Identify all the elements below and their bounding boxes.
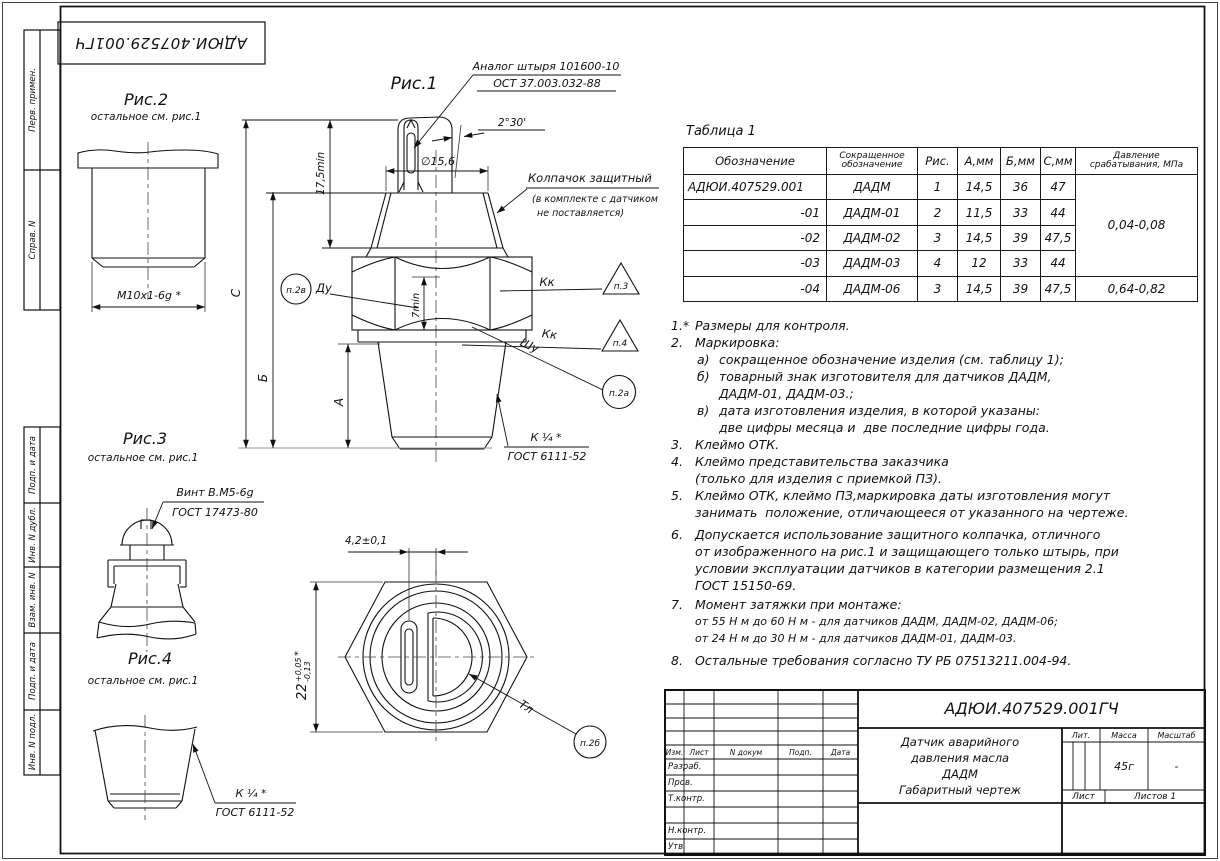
note-line xyxy=(671,652,1203,669)
cell-a: 14,5 xyxy=(958,175,1001,200)
note-text: от изображенного на рис.1 и защищающего только штырь, при xyxy=(695,544,1119,559)
note-line xyxy=(671,334,1203,351)
cell-designation: -01 xyxy=(684,200,827,225)
cell-fig: 3 xyxy=(918,225,958,250)
fig3-gost-label: ГОСТ 17473-80 xyxy=(172,506,258,519)
note-line xyxy=(671,470,1203,487)
cell-short: ДАДМ-06 xyxy=(827,276,918,301)
fig1-p2a-ref: п.2а xyxy=(609,389,629,399)
note-text: Клеймо ОТК, клеймо ПЗ,маркировка даты изготовления могут xyxy=(695,488,1111,503)
mass-header: Масса xyxy=(1111,730,1137,740)
note-text: сокращенное обозначение изделия (см. таблицу 1); xyxy=(719,352,1064,367)
fig1-shu-label: Шу xyxy=(518,335,542,356)
note-number: 7. xyxy=(671,597,683,612)
note-line xyxy=(671,543,1203,560)
cell-short: ДАДМ xyxy=(827,175,918,200)
note-number: 8. xyxy=(671,653,683,668)
dim22-tol-plus: +0,05 xyxy=(294,657,303,682)
fig1-analog-line2: ОСТ 37.003.032-88 xyxy=(493,77,601,90)
note-text: условии эксплуатации датчиков в категории размещения 2.1 xyxy=(695,561,1105,576)
note-line xyxy=(671,596,1203,613)
col-podp: Подп. xyxy=(789,747,812,757)
bottom-tl-label: Тл xyxy=(516,696,537,717)
col-header-pressure-line2: срабатывания, МПа xyxy=(1089,160,1184,170)
cell-c: 44 xyxy=(1041,200,1076,225)
cell-pressure: 0,64-0,82 xyxy=(1076,276,1198,301)
fig1-cap-label-2: (в комплекте с датчиком xyxy=(532,194,658,205)
note-line xyxy=(671,419,1203,436)
note-text: Клеймо ОТК. xyxy=(695,437,780,452)
fig4-title: Рис.4 xyxy=(127,649,173,668)
cell-fig: 1 xyxy=(918,175,958,200)
fig3-note: остальное см. рис.1 xyxy=(87,452,199,464)
note-line xyxy=(671,453,1203,470)
bottom-view-art xyxy=(310,548,606,758)
cell-c: 47 xyxy=(1041,175,1076,200)
part-name-line2: давления масла xyxy=(910,750,1010,765)
note-line xyxy=(671,385,1203,402)
table-row xyxy=(684,175,1198,200)
table-row xyxy=(684,276,1198,301)
col-header-pressure-line1: Давление xyxy=(1113,150,1160,161)
bottom-offset-dim: 4,2±0,1 xyxy=(344,535,388,547)
col-header-designation: Обозначение xyxy=(684,148,827,175)
note-number: 5. xyxy=(671,488,683,503)
fig1-analog-line1: Аналог штыря 101600-10 xyxy=(472,60,620,73)
margin-label-podp-data-1: Подп. и дата xyxy=(28,436,38,494)
fig1-art xyxy=(238,75,659,462)
cell-a: 14,5 xyxy=(958,225,1001,250)
sheets-label: Листов 1 xyxy=(1133,791,1177,802)
note-text: Допускается использование защитного колпачка, отличного xyxy=(695,527,1101,542)
note-number: 4. xyxy=(671,454,683,469)
fig1-dim-b: Б xyxy=(256,373,270,383)
fig4-thread-dim: К ¼ * xyxy=(235,787,267,800)
margin-label-vzam-inv: Взам. инв. N xyxy=(28,572,38,628)
fig4-gost-label: ГОСТ 6111-52 xyxy=(215,806,295,819)
cell-b: 33 xyxy=(1001,200,1041,225)
table-1 xyxy=(683,147,1198,302)
fig1-kk2-label: Кк xyxy=(541,326,559,343)
fig1-flat-height-dim: 7min xyxy=(411,292,422,318)
fig3-art xyxy=(97,502,264,652)
part-name-line3: ДАДМ xyxy=(942,766,978,781)
fig1-pin-height-dim: 17,5min xyxy=(315,151,327,195)
note-number: 6. xyxy=(671,527,683,542)
note-text: от 55 Н м до 60 Н м - для датчиков ДАДМ, ДАДМ-02, ДАДМ-06; xyxy=(695,615,1058,628)
scale-header: Масштаб xyxy=(1157,730,1196,740)
fig1-du-label: Ду xyxy=(316,281,332,295)
col-list: Лист xyxy=(689,747,709,757)
row-razrab: Разраб. xyxy=(668,762,702,772)
technical-notes xyxy=(671,317,1203,669)
cell-short: ДАДМ-02 xyxy=(827,225,918,250)
note-number: 2. xyxy=(671,335,683,350)
bottom-p2b-ref: п.2б xyxy=(579,739,601,749)
note-number: а) xyxy=(697,352,710,367)
fig1-dim-c: С xyxy=(229,288,243,298)
note-number: 3. xyxy=(671,437,683,452)
cell-short: ДАДМ-03 xyxy=(827,251,918,276)
row-tkontr: Т.контр. xyxy=(668,794,705,804)
note-text: Размеры для контроля. xyxy=(695,318,850,333)
dim22-star: * xyxy=(293,651,304,656)
note-line xyxy=(671,630,1203,647)
fig2-art xyxy=(78,142,218,312)
bottom-22-dim xyxy=(293,651,312,700)
cell-a: 14,5 xyxy=(958,276,1001,301)
dim22-tol-minus: -0,13 xyxy=(303,661,312,682)
note-text: Маркировка: xyxy=(695,335,780,350)
note-text: занимать положение, отличающееся от указанного на чертеже. xyxy=(695,505,1129,520)
note-text: ГОСТ 15150-69. xyxy=(695,578,797,593)
note-line xyxy=(671,436,1203,453)
fig1-dim-a: А xyxy=(332,397,346,407)
note-line xyxy=(671,317,1203,334)
cell-b: 36 xyxy=(1001,175,1041,200)
cell-b: 39 xyxy=(1001,225,1041,250)
margin-label-inv-podl: Инв. N подл. xyxy=(28,713,38,771)
fig1-title: Рис.1 xyxy=(390,74,438,94)
title-block-doc-number: АДЮИ.407529.001ГЧ xyxy=(944,699,1119,718)
cell-designation: АДЮИ.407529.001 xyxy=(684,175,827,200)
note-line xyxy=(671,560,1203,577)
fig1-dia-dim: ∅15,6 xyxy=(420,155,456,168)
dim22-value: 22 xyxy=(295,683,310,700)
note-line xyxy=(671,368,1203,385)
cell-a: 11,5 xyxy=(958,200,1001,225)
col-header-short-line2: обозначение xyxy=(841,160,903,170)
col-header-short xyxy=(827,148,918,175)
fig1-thread-dim: К ¼ * xyxy=(530,431,562,444)
cell-fig: 3 xyxy=(918,276,958,301)
note-line xyxy=(671,504,1203,521)
note-text: Клеймо представительства заказчика xyxy=(695,454,949,469)
cell-designation: -04 xyxy=(684,276,827,301)
row-prov: Пров. xyxy=(668,778,693,788)
fig1-cap-label-1: Колпачок защитный xyxy=(528,171,652,185)
cell-fig: 4 xyxy=(918,251,958,276)
note-text: две цифры месяца и две последние цифры года. xyxy=(719,420,1050,435)
fig1-p4-ref: п.4 xyxy=(612,339,628,349)
cell-a: 12 xyxy=(958,251,1001,276)
row-nkontr: Н.контр. xyxy=(668,826,707,836)
fig3-screw-label: Винт В.М5-6g xyxy=(176,486,254,499)
title-block-name xyxy=(860,729,1060,802)
cell-designation: -03 xyxy=(684,251,827,276)
fig1-angle-dim: 2°30' xyxy=(497,117,527,129)
cell-fig: 2 xyxy=(918,200,958,225)
fig2-labels xyxy=(91,90,201,302)
note-number: 1.* xyxy=(671,318,690,333)
row-utv: Утв. xyxy=(668,842,686,852)
fig4-note: остальное см. рис.1 xyxy=(87,675,199,687)
margin-label-perv-primen: Перв. примен. xyxy=(28,68,38,132)
note-text: ДАДМ-01, ДАДМ-03.; xyxy=(719,386,854,401)
fig3-title: Рис.3 xyxy=(122,429,168,448)
fig1-thread-gost: ГОСТ 6111-52 xyxy=(507,450,587,463)
cell-c: 47,5 xyxy=(1041,225,1076,250)
margin-label-inv-dubl: Инв. N дубл. xyxy=(28,507,38,563)
note-line xyxy=(671,577,1203,594)
part-name-line4: Габаритный чертеж xyxy=(898,782,1022,797)
cell-b: 33 xyxy=(1001,251,1041,276)
col-header-fig: Рис. xyxy=(918,148,958,175)
note-text: Остальные требования согласно ТУ РБ 07513211.004-94. xyxy=(695,653,1072,668)
note-line xyxy=(671,487,1203,504)
fig4-art xyxy=(93,715,296,820)
doc-number-stamp: АДЮИ.407529.001ГЧ xyxy=(75,34,247,52)
row-empty xyxy=(668,807,728,823)
margin-label-podp-data-2: Подп. и дата xyxy=(28,642,38,700)
fig2-note: остальное см. рис.1 xyxy=(90,111,202,123)
fig2-thread-dim: M10x1-6g * xyxy=(117,289,181,302)
cell-b: 39 xyxy=(1001,276,1041,301)
sheet-label: Лист xyxy=(1072,791,1095,802)
note-line xyxy=(671,526,1203,543)
note-text: от 24 Н м до 30 Н м - для датчиков ДАДМ-01, ДАДМ-03. xyxy=(695,632,1017,645)
col-header-a: А,мм xyxy=(958,148,1001,175)
note-number: б) xyxy=(697,369,710,384)
bottom-view-labels xyxy=(293,535,600,749)
note-line xyxy=(671,402,1203,419)
fig1-p3-ref: п.3 xyxy=(613,282,629,292)
cell-c: 44 xyxy=(1041,251,1076,276)
note-line xyxy=(671,351,1203,368)
cell-pressure-merged: 0,04-0,08 xyxy=(1076,175,1198,277)
cell-designation: -02 xyxy=(684,225,827,250)
col-header-b: Б,мм xyxy=(1001,148,1041,175)
cell-short: ДАДМ-01 xyxy=(827,200,918,225)
note-text: дата изготовления изделия, в которой указаны: xyxy=(719,403,1040,418)
note-number: в) xyxy=(697,403,710,418)
part-name-line1: Датчик аварийного xyxy=(900,734,1020,749)
note-text: (только для изделия с приемкой ПЗ). xyxy=(695,471,942,486)
col-header-c: С,мм xyxy=(1041,148,1076,175)
col-ndokum: N докум xyxy=(729,747,763,757)
note-text: товарный знак изготовителя для датчиков ДАДМ, xyxy=(719,369,1052,384)
scale-value: - xyxy=(1174,759,1179,773)
note-line xyxy=(671,613,1203,630)
cell-c: 47,5 xyxy=(1041,276,1076,301)
margin-label-sprav-n: Справ. N xyxy=(28,220,38,260)
col-header-pressure xyxy=(1076,148,1198,175)
col-izm: Изм. xyxy=(665,747,684,757)
col-header-short-line1: Сокращенное xyxy=(839,150,905,161)
fig1-kk1-label: Кк xyxy=(539,275,555,289)
lit-header: Лит. xyxy=(1071,730,1091,740)
fig2-title: Рис.2 xyxy=(123,90,169,109)
note-text: Момент затяжки при монтаже: xyxy=(695,597,902,612)
fig3-labels xyxy=(88,429,258,519)
table-caption: Таблица 1 xyxy=(686,124,756,139)
fig1-cap-label-3: не поставляется) xyxy=(537,208,625,219)
fig1-p2v-ref: п.2в xyxy=(286,286,306,296)
mass-value: 45г xyxy=(1114,759,1134,773)
col-data: Дата xyxy=(830,747,851,757)
